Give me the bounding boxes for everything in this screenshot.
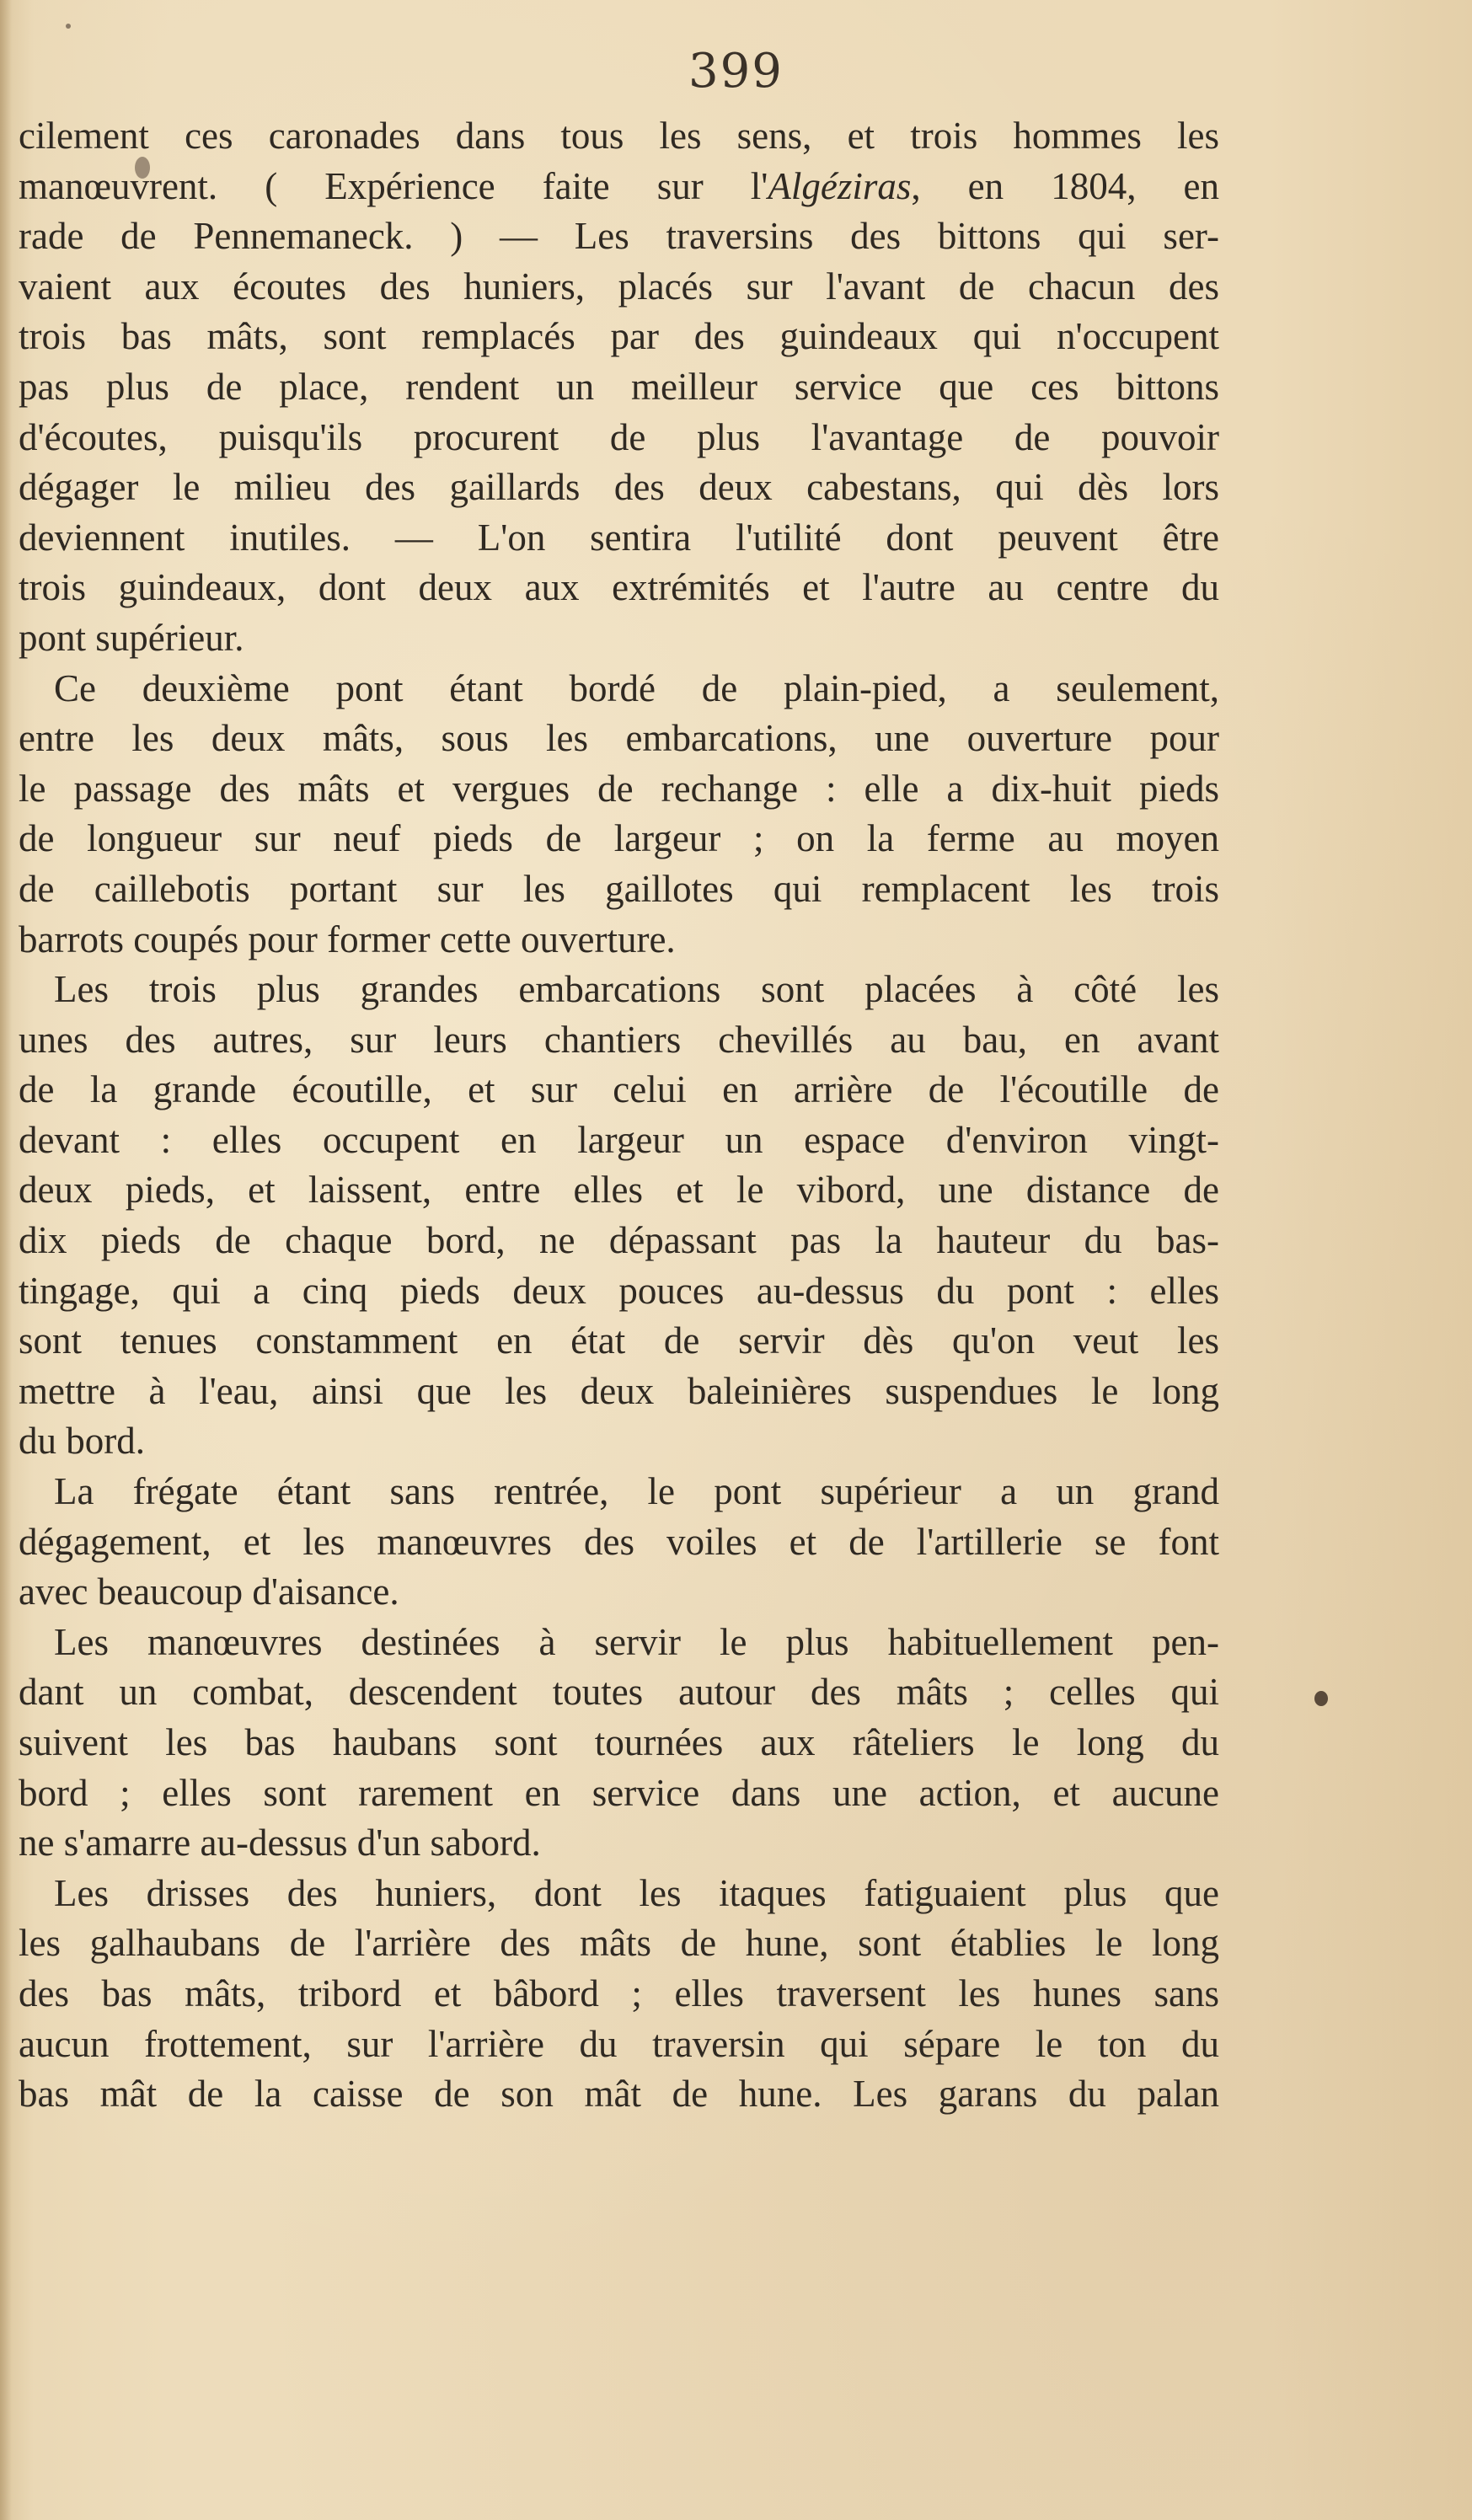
text-line: rade de Pennemaneck. ) — Les traversins des bittons qui ser-: [19, 215, 1219, 258]
body-text: [19, 111, 1219, 2120]
text-line: deviennent inutiles. — L'on sentira l'utilité dont peuvent être: [19, 516, 1219, 559]
text-line: entre les deux mâts, sous les embarcations, une ouverture pour: [19, 717, 1219, 760]
text-line: trois bas mâts, sont remplacés par des guindeaux qui n'occupent: [19, 315, 1219, 358]
paper-speck: [66, 24, 71, 29]
text-line: mettre à l'eau, ainsi que les deux baleinières suspendues le long: [19, 1369, 1219, 1412]
text-line: dant un combat, descendent toutes autour des mâts ; celles qui: [19, 1671, 1219, 1714]
text-line: cilement ces caronades dans tous les sens, et trois hommes les: [19, 115, 1219, 157]
text-line: deux pieds, et laissent, entre elles et le vibord, une distance de: [19, 1169, 1219, 1212]
text-line: trois guindeaux, dont deux aux extrémités et l'autre au centre du: [19, 566, 1219, 609]
ink-spot: [1314, 1691, 1328, 1706]
text-line: tingage, qui a cinq pieds deux pouces au-dessus du pont : elles: [19, 1269, 1219, 1312]
page-number: 399: [688, 44, 784, 99]
text-line: devant : elles occupent en largeur un espace d'environ vingt-: [19, 1118, 1219, 1161]
text-line: bord ; elles sont rarement en service dans une action, et aucune: [19, 1771, 1219, 1814]
text-line: aucun frottement, sur l'arrière du traversin qui sépare le ton du: [19, 2022, 1219, 2065]
text-line: suivent les bas haubans sont tournées aux râteliers le long du: [19, 1721, 1219, 1763]
text-line: manœuvrent. ( Expérience faite sur l'Algéziras, en 1804, en: [19, 164, 1219, 207]
text-line: vaient aux écoutes des huniers, placés sur l'avant de chacun des: [19, 265, 1219, 308]
text-line: Les trois plus grandes embarcations sont placées à côté les: [54, 968, 1219, 1011]
text-line: du bord.: [19, 1420, 145, 1463]
text-line: unes des autres, sur leurs chantiers chevillés au bau, en avant: [19, 1018, 1219, 1061]
text-line: dix pieds de chaque bord, ne dépassant pas la hauteur du bas-: [19, 1219, 1219, 1262]
text-line: barrots coupés pour former cette ouverture.: [19, 918, 676, 960]
text-line: avec beaucoup d'aisance.: [19, 1570, 399, 1613]
text-line: dégagement, et les manœuvres des voiles et de l'artillerie se font: [19, 1520, 1219, 1563]
text-line: des bas mâts, tribord et bâbord ; elles traversent les hunes sans: [19, 1972, 1219, 2014]
text-line: le passage des mâts et vergues de rechange : elle a dix-huit pieds: [19, 767, 1219, 810]
text-line: pas plus de place, rendent un meilleur service que ces bittons: [19, 365, 1219, 408]
page-gutter-shadow: [0, 0, 12, 2520]
text-line: La frégate étant sans rentrée, le pont supérieur a un grand: [54, 1470, 1219, 1513]
text-line: les galhaubans de l'arrière des mâts de hune, sont établies le long: [19, 1922, 1219, 1965]
ship-name: Algéziras: [768, 164, 912, 207]
text-line: ne s'amarre au-dessus d'un sabord.: [19, 1822, 541, 1865]
text-line: d'écoutes, puisqu'ils procurent de plus l'avantage de pouvoir: [19, 415, 1219, 458]
text-line: Les manœuvres destinées à servir le plus habituellement pen-: [54, 1620, 1219, 1663]
text-line: de caillebotis portant sur les gaillotes qui remplacent les trois: [19, 867, 1219, 910]
text-line: de longueur sur neuf pieds de largeur ; on la ferme au moyen: [19, 817, 1219, 860]
text-line: de la grande écoutille, et sur celui en arrière de l'écoutille de: [19, 1068, 1219, 1111]
text-line: Les drisses des huniers, dont les itaques fatiguaient plus que: [54, 1871, 1219, 1914]
text-line: pont supérieur.: [19, 616, 244, 659]
text-line: sont tenues constamment en état de servir dès qu'on veut les: [19, 1319, 1219, 1362]
text-line: dégager le milieu des gaillards des deux cabestans, qui dès lors: [19, 466, 1219, 509]
text-line: Ce deuxième pont étant bordé de plain-pied, a seulement,: [54, 666, 1219, 709]
text-line: bas mât de la caisse de son mât de hune. Les garans du palan: [19, 2073, 1219, 2116]
